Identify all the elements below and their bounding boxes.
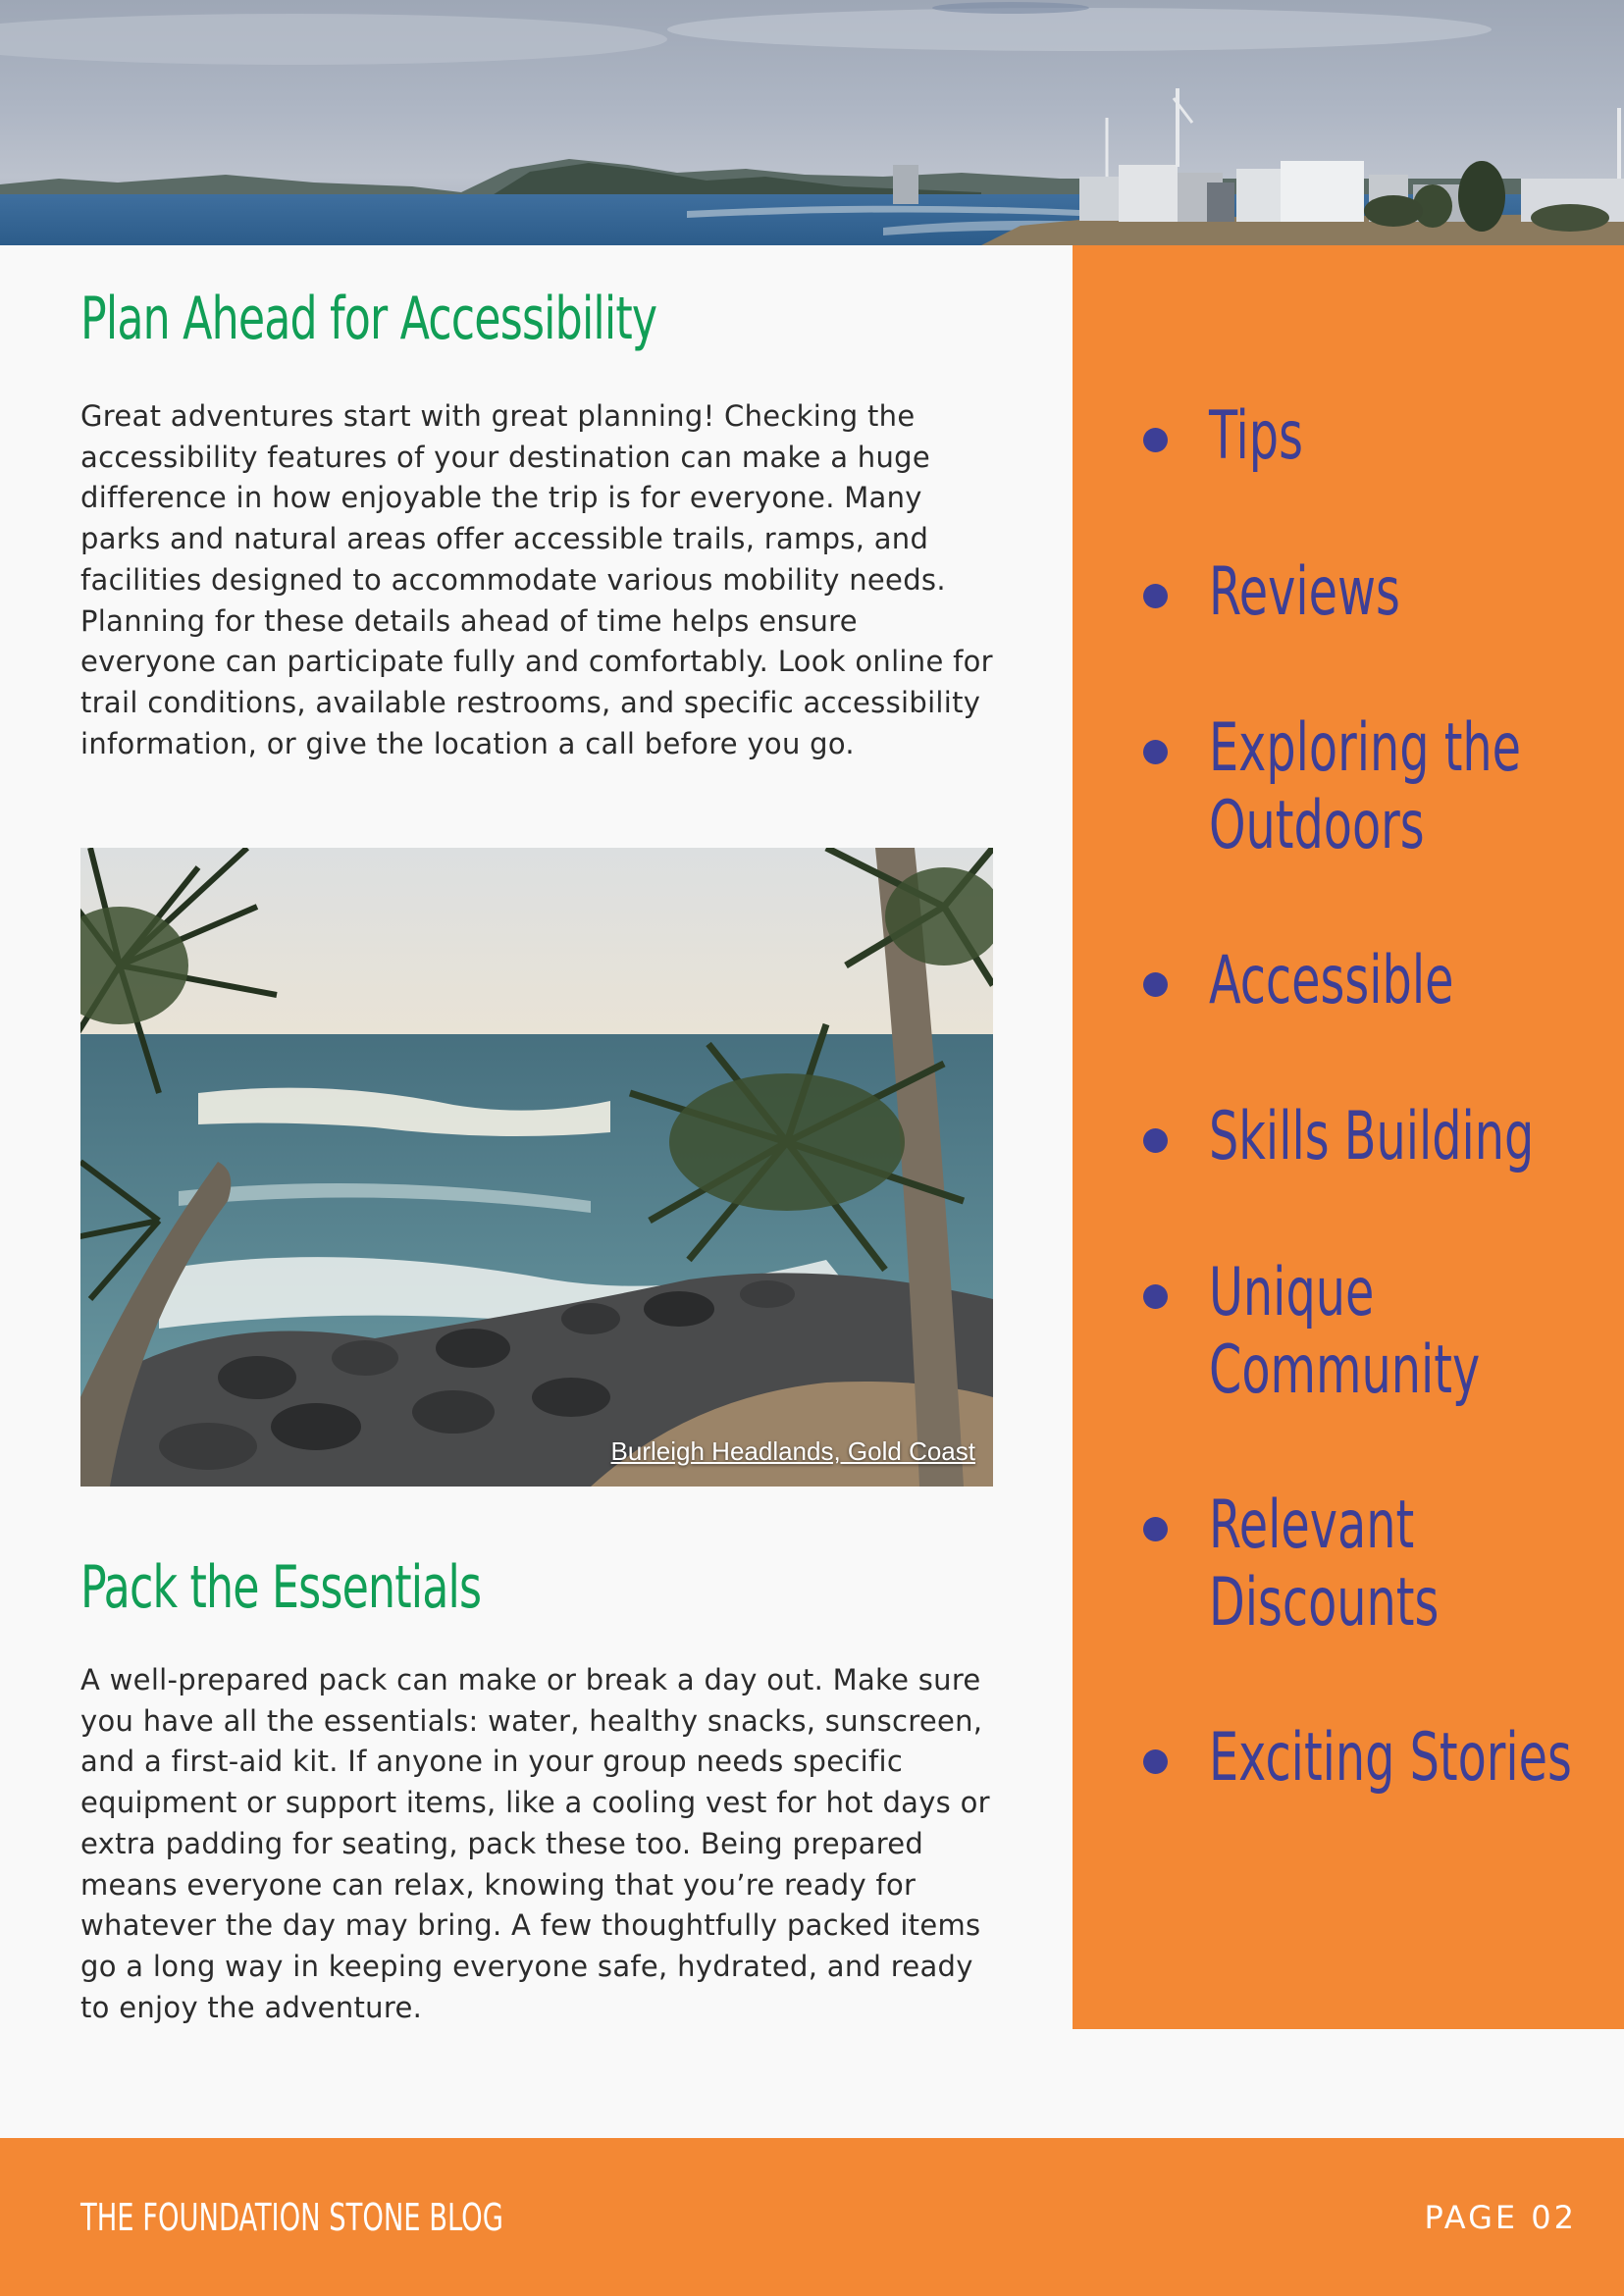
blog-title: THE FOUNDATION STONE BLOG bbox=[80, 2196, 503, 2239]
bullet-icon bbox=[1143, 1517, 1168, 1541]
topic-label: Skills Building bbox=[1209, 1098, 1535, 1175]
topic-label: Reviews bbox=[1209, 553, 1400, 631]
section-body-accessibility: Great adventures start with great planning! Checking the accessibility features of your destination can make a huge difference in how enjoyable the trip is for everyone. Many parks and natural areas offer accessible trails, ramps, and facilities designed to accommodate various mobility needs. Planning for these details ahead of time helps ensure everyone can participate fully and comfortably. Look online for trail conditions, available restrooms, and specific accessibility information, or give the location a call before you go. bbox=[80, 399, 993, 760]
page-footer bbox=[0, 2138, 1624, 2296]
beach-photo bbox=[80, 848, 993, 1487]
header-banner-photo bbox=[0, 0, 1624, 245]
topics-sidebar bbox=[1073, 245, 1624, 2029]
topic-label: Exciting Stories bbox=[1209, 1719, 1572, 1797]
bullet-icon bbox=[1143, 1749, 1168, 1774]
bullet-icon bbox=[1143, 1128, 1168, 1153]
topic-label: Unique Community bbox=[1209, 1254, 1481, 1409]
section-body-essentials: A well-prepared pack can make or break a day out. Make sure you have all the essentials: water, healthy snacks, sunscreen, and a first-aid kit. If anyone in your group needs specific equipment or support items, like a cooling vest for hot days or extra padding for seating, pack these too. Being prepared means everyone can relax, knowing that you’re ready for whatever the day may bring. A few thoughtfully packed items go a long way in keeping everyone safe, hydrated, and ready to enjoy the adventure. bbox=[80, 1663, 990, 2024]
section-heading-accessibility: Plan Ahead for Accessibility bbox=[80, 285, 657, 353]
topic-label: Accessible bbox=[1209, 942, 1454, 1019]
bullet-icon bbox=[1143, 740, 1168, 764]
bullet-icon bbox=[1143, 428, 1168, 452]
section-heading-essentials: Pack the Essentials bbox=[80, 1553, 482, 1622]
topic-label: Exploring the Outdoors bbox=[1209, 709, 1522, 864]
bullet-icon bbox=[1143, 1284, 1168, 1309]
bullet-icon bbox=[1143, 584, 1168, 608]
topic-label: Relevant Discounts bbox=[1209, 1487, 1440, 1642]
photo-caption-link[interactable]: Burleigh Headlands, Gold Coast bbox=[610, 1436, 975, 1466]
bullet-icon bbox=[1143, 972, 1168, 997]
topic-label: Tips bbox=[1209, 397, 1303, 475]
page-number: PAGE 02 bbox=[1424, 2199, 1577, 2236]
